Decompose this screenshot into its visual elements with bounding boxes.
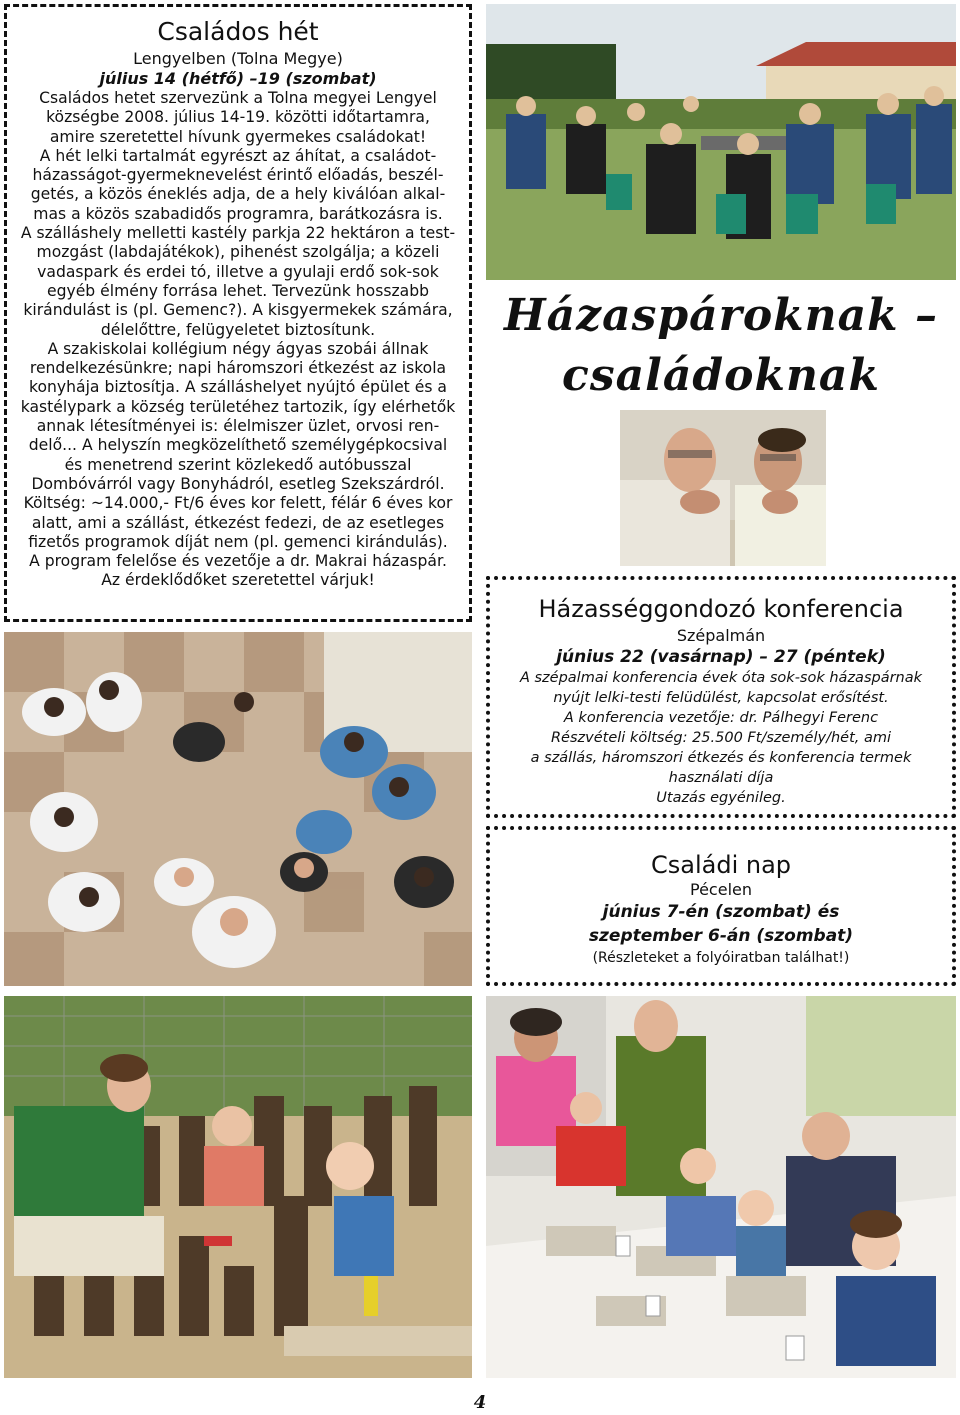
csaladi-nap-date-2: szeptember 6-án (szombat) [588,926,854,946]
body-line: A program felelőse és vezetője a dr. Makrai házaspár. [29,552,447,571]
body-line: egyéb élmény forrása lehet. Tervezünk hosszabb [46,281,429,300]
body-line: Dombóvárról vagy Bonyhádról, esetleg Szekszárdról. [31,474,445,493]
body-line: Utazás egyénileg. [656,790,786,806]
body-line: a szállás, háromszori étkezés és konferencia termek [530,750,912,766]
body-line: amire szeretettel hívunk gyermekes családokat! [49,127,427,146]
csaladi-nap-location: Pécelen [690,880,752,899]
csalados-het-location: Lengyelben (Tolna Megye) [133,49,343,68]
body-line: A szépalmai konferencia évek óta sok-sok házaspárnak [519,670,923,686]
body-line: fizetős programok díját nem (pl. gemenci kirándulás). [28,532,448,551]
body-line: konyhája biztosítja. A szálláshelyet nyújtó épület és a [29,378,447,397]
body-line: kastélypark a község területéhez tartozik, így elérhetők [20,397,456,416]
body-line: Részvételi költség: 25.500 Ft/személy/hét, ami [550,730,892,746]
body-line: delő... A helyszín megközelíthető személygépkocsival [28,436,448,455]
body-line: használati díja [668,770,774,786]
body-line: getés, a közös éneklés adja, de a hely kiválóan alkal- [30,185,446,204]
body-line: annak létesítményei is: élelmiszer üzlet, orvosi ren- [36,417,440,436]
body-line: vadaspark és erdei tó, illetve a gyulaji erdő sok-sok [37,262,439,281]
konferencia-body [496,668,946,808]
body-line: Az érdeklődőket szeretettel várjuk! [101,571,375,590]
body-line: mozgást (labdajátékok), pihenést szolgálja; a közeli [36,243,440,262]
body-line: házasságot-gyermeknevelést érintő előadás, beszél- [32,166,444,185]
csalados-het-title: Családos hét [157,17,319,46]
body-line: nyújt lelki-testi felüdülést, kapcsolat erősítést. [553,690,889,706]
csaladi-nap-box [486,826,956,986]
konferencia-title: Házasséggondozó konferencia [538,595,904,623]
body-line: kirándulást is (pl. Gemenc?). A kisgyermekek számára, [23,301,453,320]
body-line: délelőttre, felügyeletet biztosítunk. [100,320,376,339]
konferencia-date: június 22 (vasárnap) – 27 (péntek) [556,647,886,667]
headline-line2: családoknak [562,350,880,401]
body-line: A szakiskolai kollégium négy ágyas szobái állnak [47,339,429,358]
csaladi-nap-note: (Részleteket a folyóiratban találhat!) [592,950,850,966]
body-line: rendelkezésünkre; napi háromszori étkezést az iskola [29,359,447,378]
csalados-het-date: július 14 (hétfő) –19 (szombat) [99,69,377,88]
body-line: községbe 2008. július 14-19. közötti időtartamra, [46,108,430,127]
body-line: mas a közös szabadidős programra, barátkozásra is. [33,204,443,223]
konferencia-box [486,576,956,818]
headline-line1: Házaspároknak – [504,290,938,341]
csaladi-nap-title: Családi nap [650,851,792,879]
children-crafts-photo [486,996,956,1378]
headline [486,286,956,406]
body-line: A szálláshely melletti kastély parkja 22 hektáron a test- [20,224,456,243]
csaladi-nap-date-1: június 7-én (szombat) és [602,902,840,922]
csalados-het-body [15,89,461,591]
body-line: Családos hetet szervezünk a Tolna megyei Lengyel [39,89,437,107]
page-number: 4 [473,1392,487,1413]
body-line: alatt, ami a szállást, étkezést fedezi, de az esetleges [31,513,445,532]
sandbox-children-photo [4,996,472,1378]
body-line: A hét lelki tartalmát egyrészt az áhítat, a családot- [39,146,437,165]
body-line: Költség: ~14.000,- Ft/6 éves kor felett, félár 6 éves kor [23,494,453,513]
csalados-het-box [4,4,472,622]
two-men-photo [620,410,826,566]
konferencia-location: Szépalmán [676,626,766,645]
body-line: A konferencia vezetője: dr. Pálhegyi Ferenc [563,710,879,726]
outdoor-meeting-photo [486,4,956,280]
aerial-group-photo [4,632,472,986]
body-line: és menetrend szerint közlekedő autóbusszal [64,455,412,474]
